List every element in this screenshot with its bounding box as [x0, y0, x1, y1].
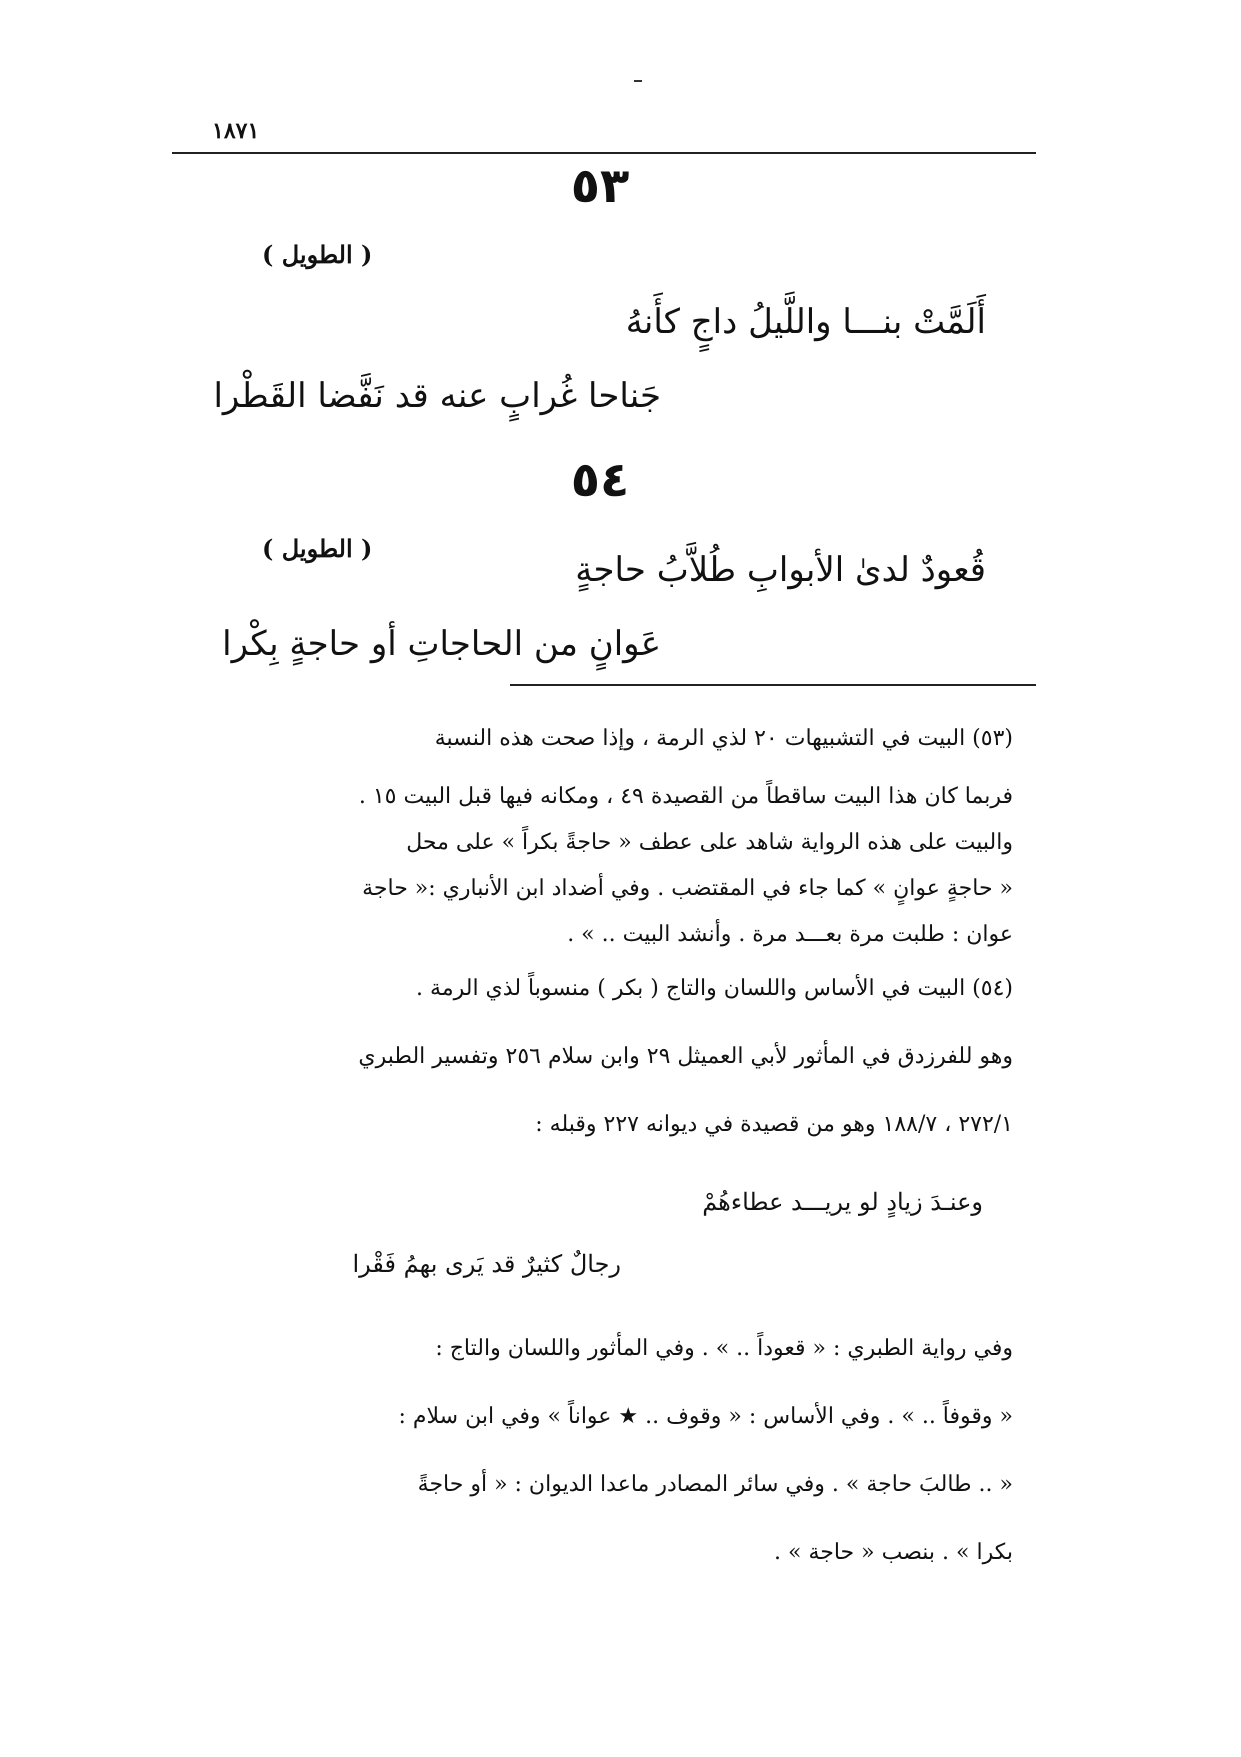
- note-line: « وقوفاً .. » . وفي الأساس : « وقوف .. ★ عواناً » وفي ابن سلام :: [398, 1404, 1013, 1429]
- note-line: ٢٧٢/١ ، ١٨٨/٧ وهو من قصيدة في ديوانه ٢٢٧ وقبله :: [535, 1112, 1013, 1137]
- note-line: بكرا » . بنصب « حاجة » .: [774, 1540, 1013, 1565]
- poem-54-meter: ( الطويل ): [262, 534, 373, 563]
- poem-53-hemistich-2: جَناحا غُرابٍ عنه قد نَفَّضا القَطْرا: [213, 376, 661, 416]
- page-number: ١٨٧١: [212, 118, 260, 144]
- note-line: (٥٤) البيت في الأساس واللسان والتاج ( بكر ) منسوباً لذي الرمة .: [416, 976, 1013, 1001]
- header-rule: [172, 152, 1036, 154]
- note-line: فربما كان هذا البيت ساقطاً من القصيدة ٤٩ ، ومكانه فيها قبل البيت ١٥ .: [358, 784, 1013, 809]
- note-line: وهو للفرزدق في المأثور لأبي العميثل ٢٩ وابن سلام ٢٥٦ وتفسير الطبري: [358, 1044, 1013, 1069]
- poem-53-hemistich-1: أَلَمَّتْ بنـــا واللَّيلُ داجٍ كأَنهُ: [625, 302, 986, 342]
- cited-verse-hemistich-2: رجالٌ كثيرٌ قد يَرى بهمُ فَقْرا: [352, 1250, 621, 1278]
- note-line: (٥٣) البيت في التشبيهات ٢٠ لذي الرمة ، وإذا صحت هذه النسبة: [434, 726, 1013, 751]
- poem-54-number: ٥٤: [570, 452, 630, 508]
- note-line: والبيت على هذه الرواية شاهد على عطف « حاجةً بكراً » على محل: [406, 830, 1013, 855]
- poem-53-number: ٥٣: [570, 158, 630, 214]
- print-mark: [634, 80, 642, 82]
- note-line: وفي رواية الطبري : « قعوداً .. » . وفي المأثور واللسان والتاج :: [435, 1336, 1013, 1361]
- poem-54-hemistich-1: قُعودٌ لدىٰ الأبوابِ طُلاَّبُ حاجةٍ: [575, 550, 986, 590]
- note-line: عوان : طلبت مرة بعـــد مرة . وأنشد البيت .. » .: [567, 922, 1013, 947]
- poem-53-meter: ( الطويل ): [262, 240, 373, 269]
- footnote-rule: [510, 684, 1036, 686]
- note-line: « .. طالبَ حاجة » . وفي سائر المصادر ماعدا الديوان : « أو حاجةً: [417, 1472, 1013, 1497]
- poem-54-hemistich-2: عَوانٍ من الحاجاتِ أو حاجةٍ بِكْرا: [222, 624, 661, 664]
- cited-verse-hemistich-1: وعنـدَ زيادٍ لو يريـــد عطاءهُمْ: [702, 1188, 983, 1216]
- note-line: « حاجةٍ عوانٍ » كما جاء في المقتضب . وفي أضداد ابن الأنباري :« حاجة: [362, 876, 1013, 901]
